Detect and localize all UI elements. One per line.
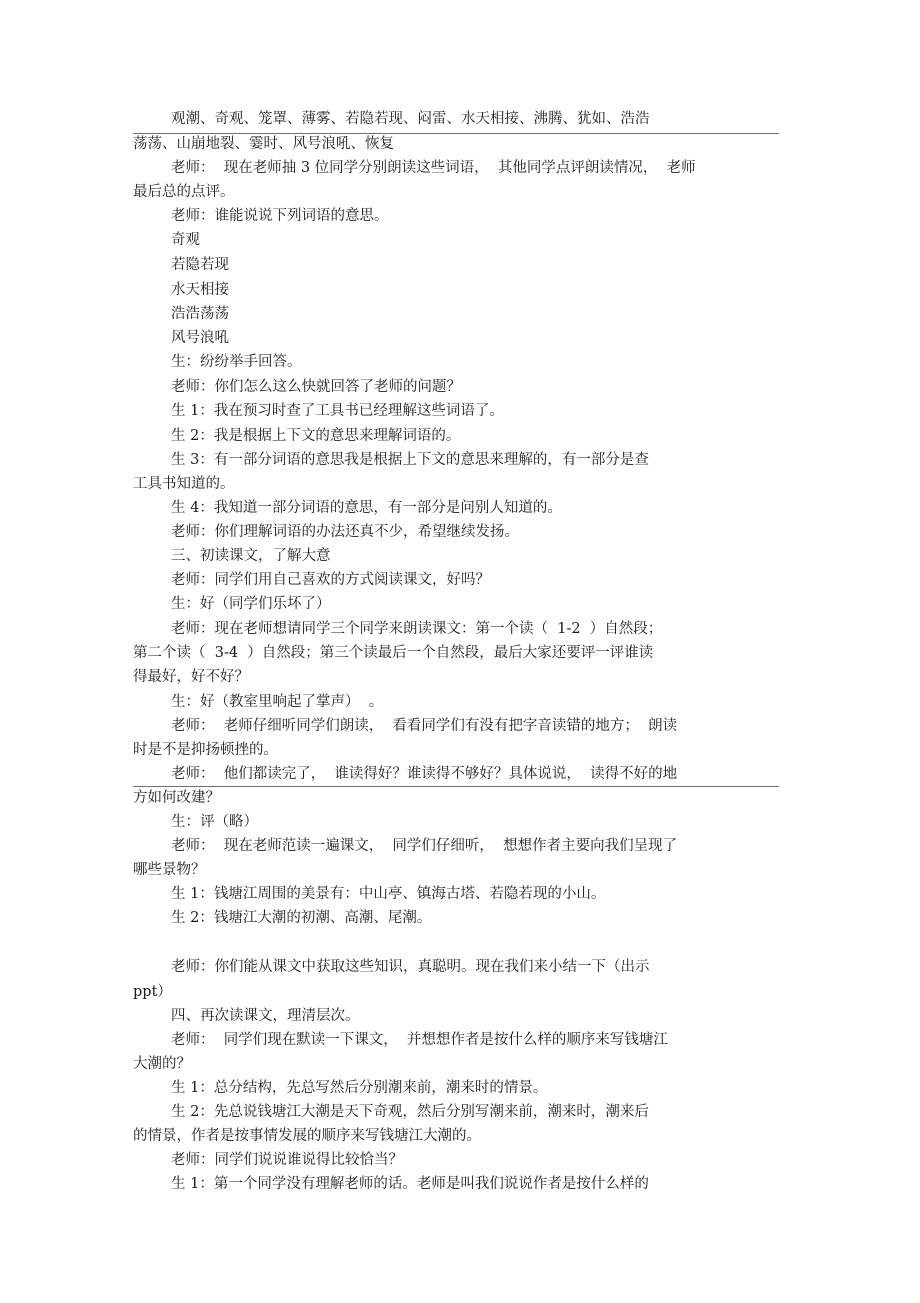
- text-line: ppt）: [133, 984, 172, 1000]
- text-line: 方如何改建？: [133, 790, 220, 806]
- text-line: 观潮、奇观、笼罩、薄雾、若隐若现、闷雷、水天相接、沸腾、犹如、浩浩: [171, 111, 650, 127]
- horizontal-rule-middle: [133, 786, 779, 787]
- text-line: 生：好（同学们乐坏了）: [171, 596, 331, 612]
- text-line: 哪些景物？: [133, 862, 206, 878]
- text-line: 奇观: [171, 232, 200, 248]
- text-line: 生 1：钱塘江周围的美景有：中山亭、镇海古塔、若隐若现的小山。: [171, 886, 606, 902]
- text-line: 生：评（略）: [171, 814, 258, 830]
- text-line: 老师：你们理解词语的办法还真不少，希望继续发扬。: [171, 524, 519, 540]
- text-line: 生 2：先总说钱塘江大潮是天下奇观，然后分别写潮来前，潮来时，潮来后: [171, 1104, 649, 1120]
- text-line: 风号浪吼: [171, 330, 229, 346]
- text-line: 生：好（教室里响起了掌声） 。: [171, 694, 384, 710]
- text-line: 老师： 同学们现在默读一下课文， 并想想作者是按什么样的顺序来写钱塘江: [171, 1032, 668, 1048]
- text-line: 生：纷纷举手回答。: [171, 354, 302, 370]
- text-line: 老师：谁能说说下列词语的意思。: [171, 208, 389, 224]
- text-line: 大潮的？: [133, 1056, 191, 1072]
- text-line: 老师：你们怎么这么快就回答了老师的问题？: [171, 379, 461, 395]
- text-line: 得最好，好不好？: [133, 669, 249, 685]
- text-line: 生 1：第一个同学没有理解老师的话。老师是叫我们说说作者是按什么样的: [171, 1176, 649, 1192]
- text-line: 老师：你们能从课文中获取这些知识，真聪明。现在我们来小结一下（出示: [171, 959, 650, 975]
- text-line: 生 2：钱塘江大潮的初潮、高潮、尾潮。: [171, 910, 432, 926]
- text-line: 老师：同学们用自己喜欢的方式阅读课文，好吗？: [171, 572, 490, 588]
- text-line: 生 3：有一部分词语的意思我是根据上下文的意思来理解的，有一部分是查: [171, 452, 649, 468]
- text-line: 老师： 老师仔细听同学们朗读， 看看同学们有没有把字音读错的地方； 朗读: [171, 718, 678, 734]
- section-heading: 四、再次读课文，理清层次。: [171, 1008, 360, 1024]
- text-line: 生 4：我知道一部分词语的意思，有一部分是问别人知道的。: [171, 500, 562, 516]
- text-line: 老师：同学们说说谁说得比较恰当？: [171, 1152, 403, 1168]
- text-line: 荡荡、山崩地裂、霎时、风号浪吼、恢复: [133, 136, 394, 152]
- text-line: 若隐若现: [171, 257, 229, 273]
- text-line: 老师： 现在老师抽 3 位同学分别朗读这些词语， 其他同学点评朗读情况， 老师: [171, 160, 696, 176]
- text-line: 第二个读（ 3-4 ）自然段；第三个读最后一个自然段，最后大家还要评一评谁读: [133, 645, 654, 661]
- text-line: 老师：现在老师想请同学三个同学来朗读课文：第一个读（ 1-2 ）自然段；: [171, 621, 663, 637]
- text-line: 浩浩荡荡: [171, 306, 229, 322]
- text-line: 水天相接: [171, 282, 229, 298]
- text-line: 生 1：总分结构，先总写然后分别潮来前，潮来时的情景。: [171, 1080, 548, 1096]
- text-line: 老师： 他们都读完了， 谁读得好？谁读得不够好？具体说说， 读得不好的地: [171, 766, 678, 782]
- text-line: 时是不是抑扬顿挫的。: [133, 742, 278, 758]
- text-line: 最后总的点评。: [133, 184, 235, 200]
- section-heading: 三、初读课文，了解大意: [171, 548, 331, 564]
- text-line: 生 2：我是根据上下文的意思来理解词语的。: [171, 428, 461, 444]
- text-line: 生 1：我在预习时查了工具书已经理解这些词语了。: [171, 403, 504, 419]
- text-line: 工具书知道的。: [133, 476, 235, 492]
- text-line: 老师： 现在老师范读一遍课文， 同学们仔细听， 想想作者主要向我们呈现了: [171, 838, 678, 854]
- text-line: 的情景，作者是按事情发展的顺序来写钱塘江大潮的。: [133, 1128, 481, 1144]
